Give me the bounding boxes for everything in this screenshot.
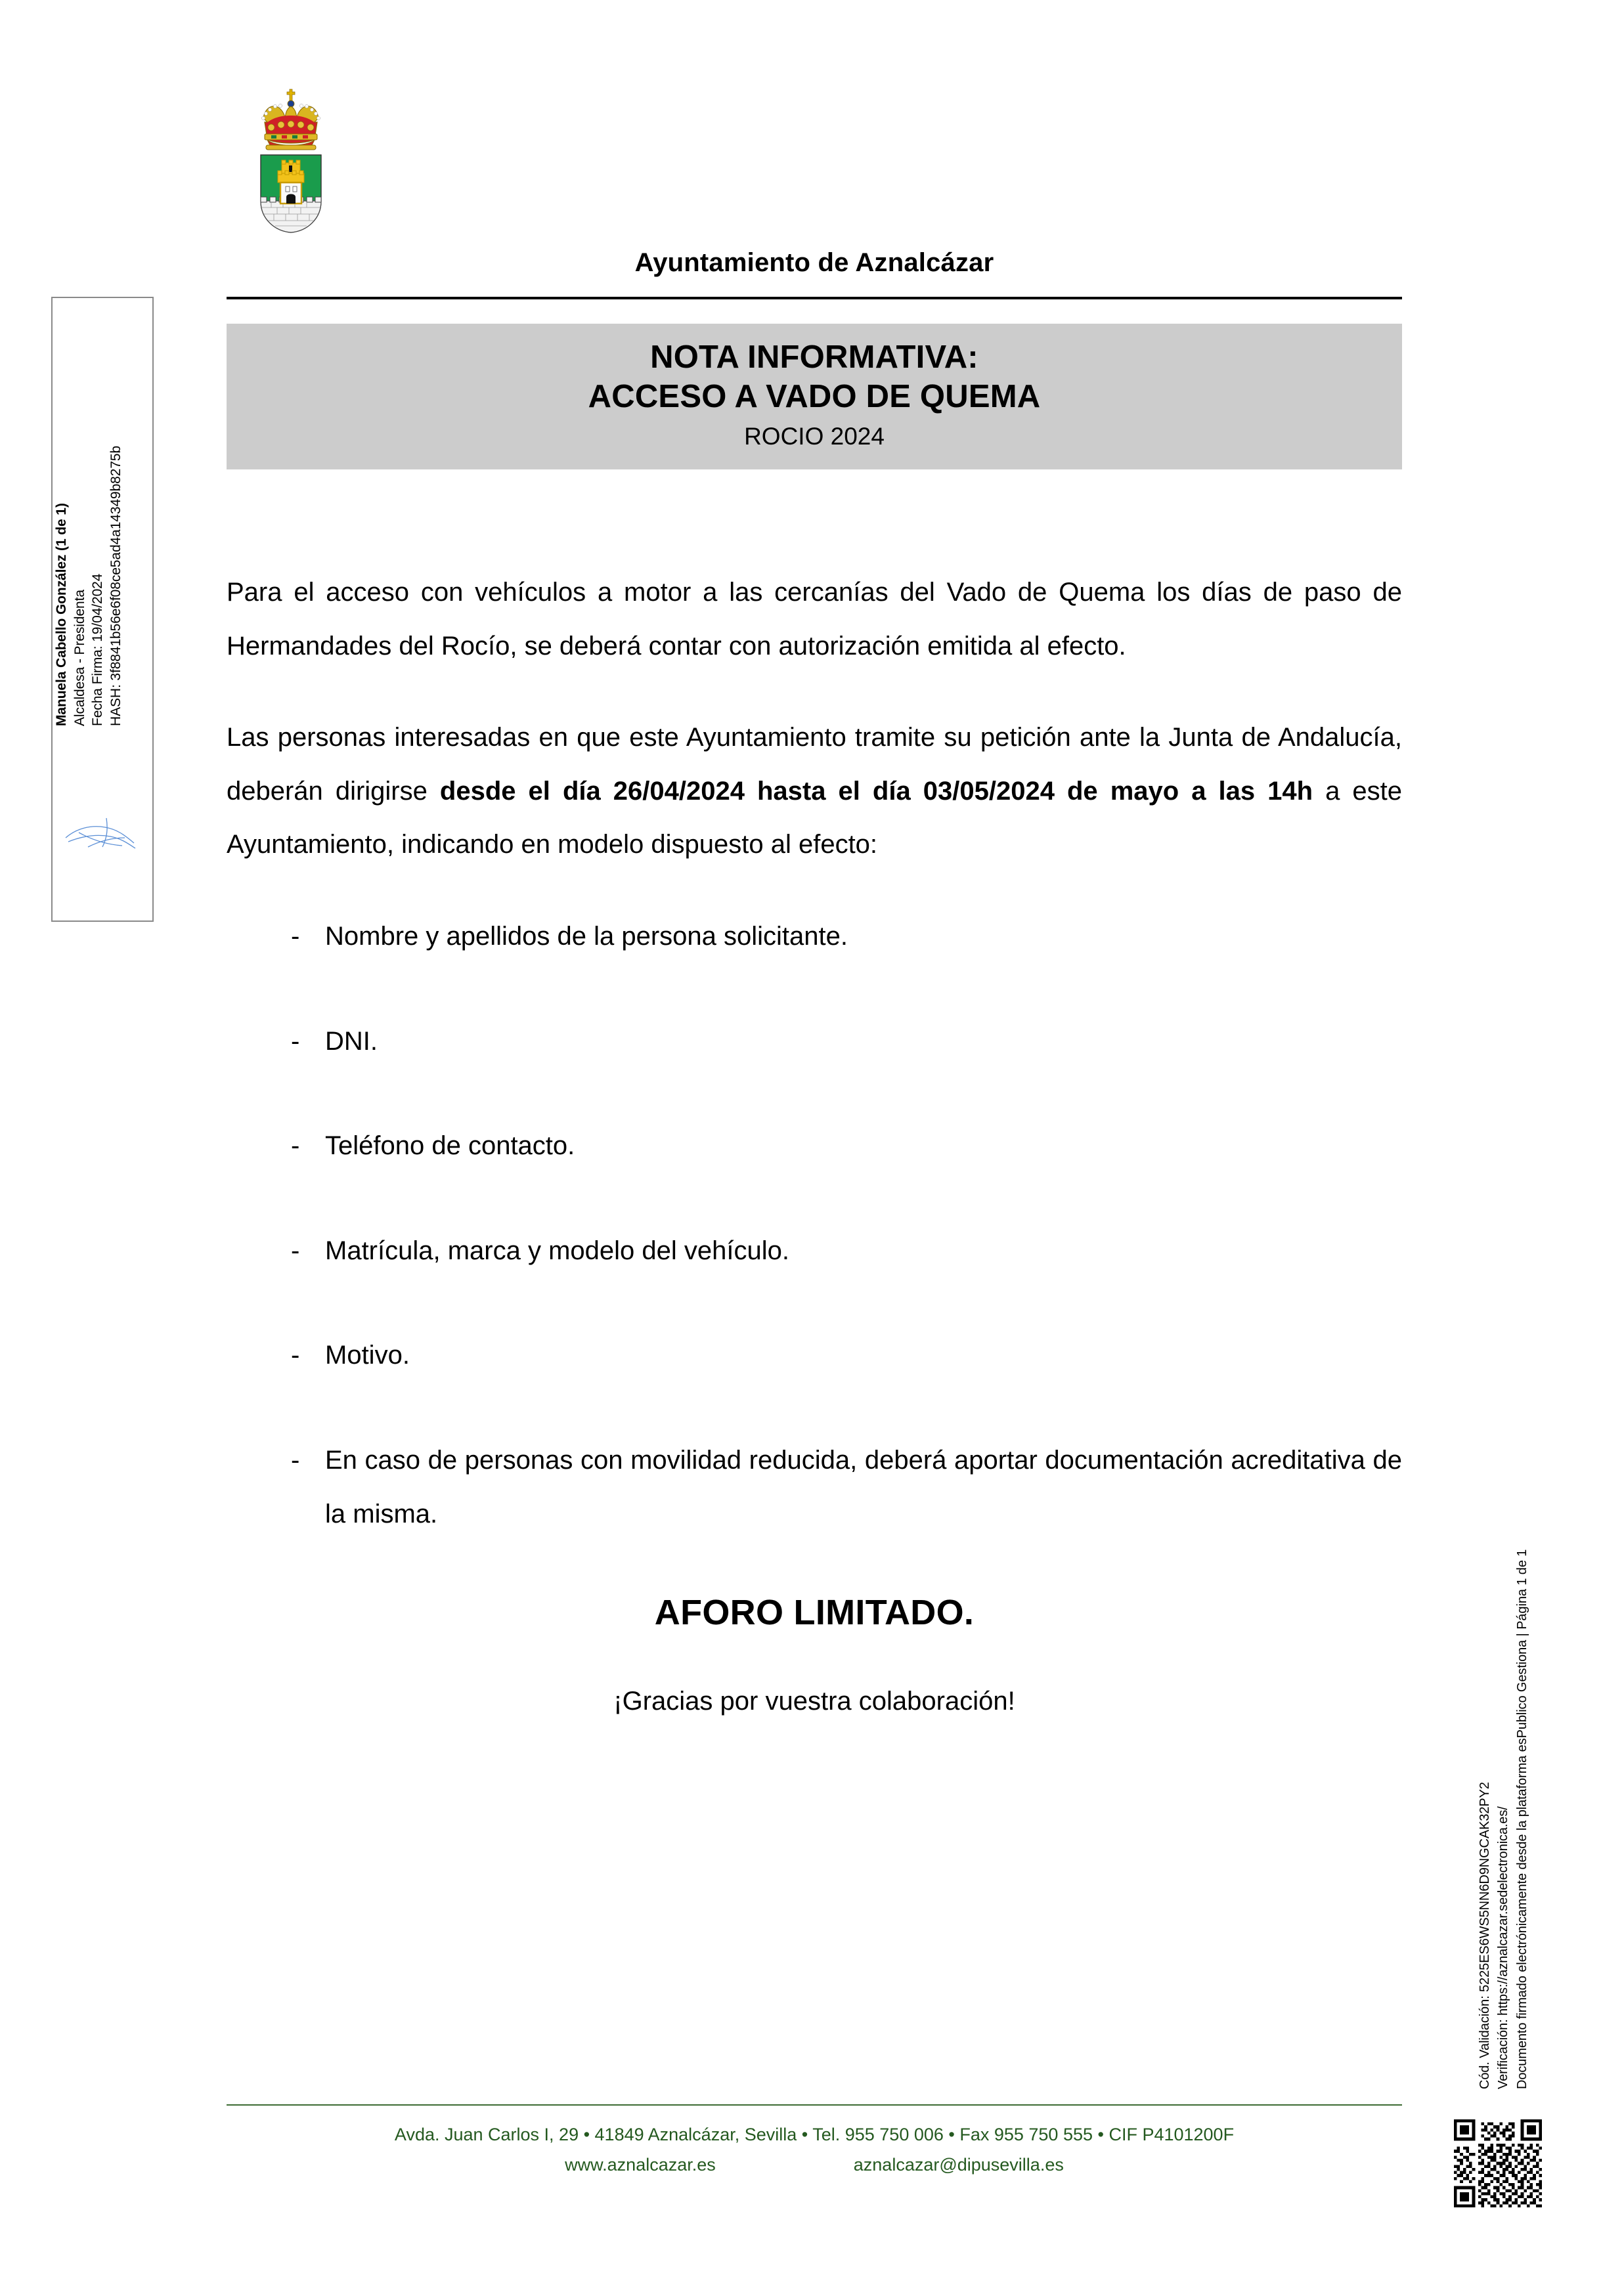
paragraph-intro: Para el acceso con vehículos a motor a las cercanías del Vado de Quema los días de paso de Hermandades del Rocío, se deberá contar con autorización emitida al efecto. — [227, 578, 1402, 661]
signer-name: Manuela Cabello González (1 de 1) — [54, 503, 69, 726]
list-item — [227, 1119, 1402, 1173]
list-item — [227, 1015, 1402, 1069]
signature-panel — [51, 297, 154, 922]
thanks-note: ¡Gracias por vuestra colaboración! — [613, 1687, 1015, 1716]
bullet-dash-icon: - — [291, 1026, 300, 1056]
signer-role: Alcaldesa - Presidenta — [72, 590, 87, 726]
list-item — [227, 1434, 1402, 1541]
qr-code-icon[interactable] — [1454, 2119, 1542, 2207]
notice-banner — [227, 324, 1402, 469]
header-divider — [227, 297, 1402, 299]
validation-code: Cód. Validación: 5225ES6WS5NN6D9NGCAK32PY2 — [1478, 1782, 1492, 2089]
paragraph-procedure — [227, 711, 1402, 872]
handwritten-signature-icon — [62, 809, 141, 857]
footer-address: Avda. Juan Carlos I, 29 • 41849 Aznalcázar, Sevilla • Tel. 955 750 006 • Fax 955 750 555 • CIF P4101200F — [394, 2125, 1235, 2144]
paragraph-procedure-part2: a este Ayuntamiento, indicando en modelo dispuesto al efecto: — [227, 776, 1402, 859]
list-item-label: En caso de personas con movilidad reducida, deberá aportar documentación acreditativa de la misma. — [325, 1445, 1402, 1528]
banner-title-line2: ACCESO A VADO DE QUEMA — [588, 378, 1041, 414]
signature-hash: HASH: 3f8841b56e6f08ce5ad4a14349b8275b — [108, 445, 124, 726]
coat-of-arms-icon — [252, 84, 330, 234]
list-item-label: DNI. — [325, 1026, 378, 1056]
bullet-dash-icon: - — [291, 1445, 300, 1475]
footer — [227, 2119, 1402, 2180]
list-item-label: Nombre y apellidos de la persona solicitante. — [325, 921, 848, 951]
bullet-dash-icon: - — [291, 1131, 300, 1161]
platform-note: Documento firmado electrónicamente desde la plataforma esPublico Gestiona | Página 1 de 1 — [1514, 1549, 1529, 2089]
banner-subtitle: ROCIO 2024 — [744, 422, 885, 450]
list-item-label: Motivo. — [325, 1341, 410, 1370]
paragraph-procedure-part1: Las personas interesadas en que este Ayuntamiento tramite su petición ante la Junta de Andalucía, deberán dirigirse — [227, 723, 1402, 806]
banner-title-line1: NOTA INFORMATIVA: — [650, 339, 978, 375]
bullet-dash-icon: - — [291, 921, 300, 951]
list-item-label: Matrícula, marca y modelo del vehículo. — [325, 1236, 789, 1265]
footer-email[interactable]: aznalcazar@dipusevilla.es — [853, 2155, 1064, 2175]
page-title: Ayuntamiento de Aznalcázar — [634, 248, 994, 277]
list-item-label: Teléfono de contacto. — [325, 1131, 575, 1161]
bullet-dash-icon: - — [291, 1236, 300, 1265]
list-item — [227, 1329, 1402, 1383]
requirements-list — [227, 910, 1402, 1541]
list-item — [227, 1224, 1402, 1278]
paragraph-procedure-dates: desde el día 26/04/2024 hasta el día 03/05/2024 de mayo a las 14h — [439, 776, 1313, 806]
verification-panel — [1476, 1308, 1549, 2089]
footer-divider — [227, 2104, 1402, 2106]
signature-date: Fecha Firma: 19/04/2024 — [90, 573, 106, 726]
footer-website[interactable]: www.aznalcazar.es — [565, 2155, 716, 2175]
list-item — [227, 910, 1402, 964]
capacity-notice: AFORO LIMITADO. — [654, 1593, 975, 1633]
bullet-dash-icon: - — [291, 1341, 300, 1370]
document-body — [227, 566, 1402, 1716]
verification-url[interactable]: Verificación: https://aznalcazar.sedelectronica.es/ — [1496, 1806, 1511, 2089]
